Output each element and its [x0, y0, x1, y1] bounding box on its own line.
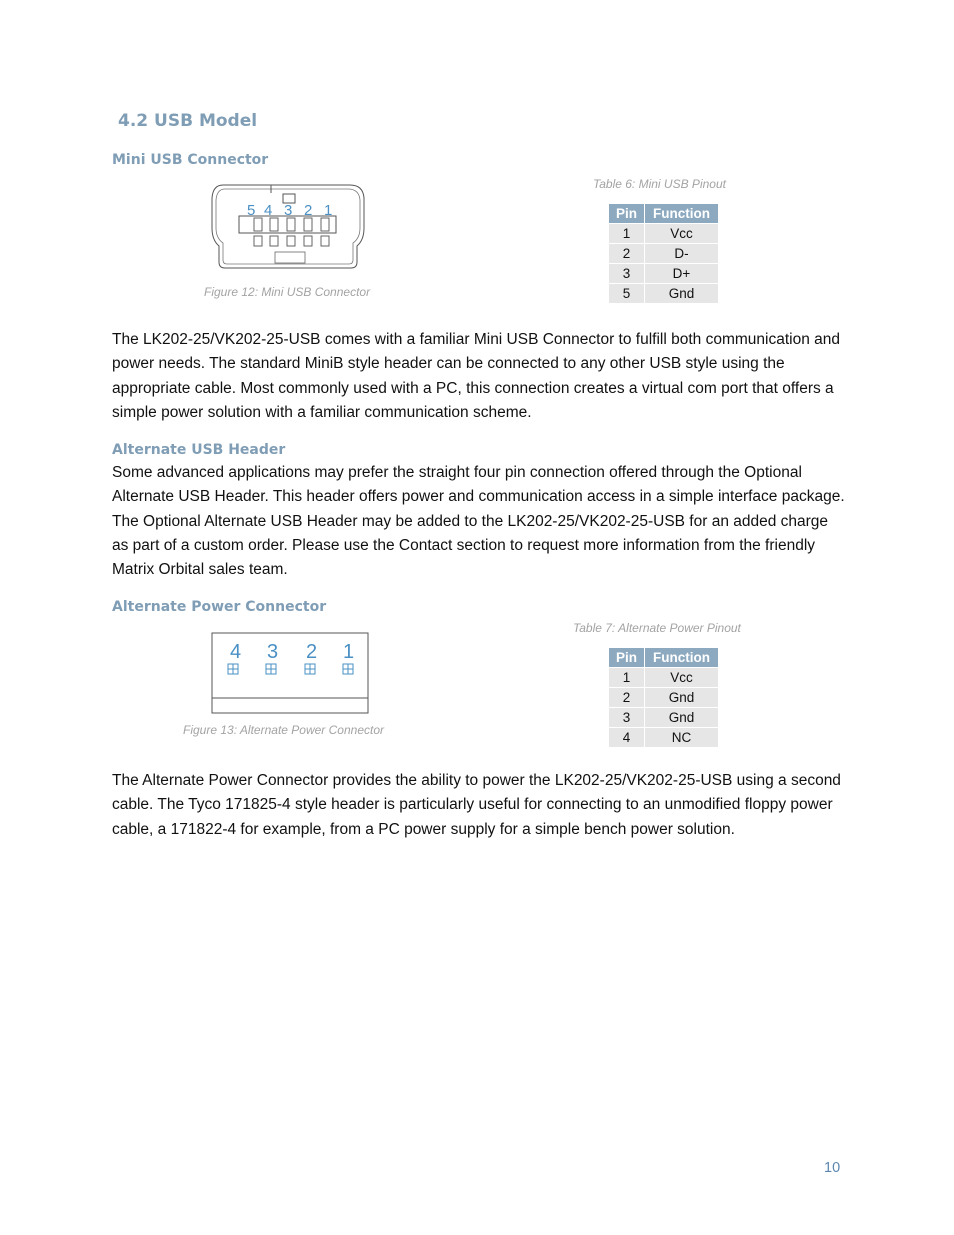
pin-cell: 4 [609, 728, 645, 748]
table-row [609, 688, 719, 708]
column-header-function: Function [645, 648, 719, 668]
figure-12-caption: Figure 12: Mini USB Connector [204, 285, 371, 299]
figure-13-caption: Figure 13: Alternate Power Connector [183, 723, 384, 737]
column-header-pin: Pin [609, 204, 645, 224]
alt-power-pinout-table [608, 647, 719, 748]
mini-usb-pin-label: 3 [284, 202, 293, 219]
table-6-caption: Table 6: Mini USB Pinout [593, 177, 726, 191]
table-row [609, 264, 719, 284]
table-row [609, 284, 719, 304]
mini-usb-pinout-table [608, 203, 719, 304]
pin-cell: 3 [609, 264, 645, 284]
paragraph-text: The Alternate Power Connector provides the ability to power the LK202-25/VK202-25-USB using a second cable. The Tyco 171825-4 style header is particularly useful for connecting to an unmodified floppy power cable, a 171822-4 for example, from a PC power supply for a simple bench power solution. [112, 772, 841, 838]
function-cell: Gnd [645, 708, 719, 728]
power-pin-label: 2 [306, 641, 318, 663]
alt-power-paragraph [112, 769, 848, 842]
column-header-function: Function [645, 204, 719, 224]
function-cell: D+ [645, 264, 719, 284]
pin-cell: 2 [609, 688, 645, 708]
pin-cell: 1 [609, 224, 645, 244]
table-7-caption: Table 7: Alternate Power Pinout [573, 621, 741, 635]
mini-usb-connector-figure [205, 180, 370, 274]
function-cell: D- [645, 244, 719, 264]
alt-power-heading: Alternate Power Connector [112, 599, 327, 615]
mini-usb-paragraph [112, 328, 848, 425]
power-pin-label: 4 [230, 641, 242, 663]
table-row [609, 224, 719, 244]
alt-usb-header-paragraph [112, 461, 848, 582]
paragraph-text: Some advanced applications may prefer the straight four pin connection offered through the Optional Alternate USB Header. This header offers power and communication access in a simple interface package. The Optional Alternate USB Header may be added to the LK202-25/VK202-25-USB for an added charge as part of a custom order. Please use the Contact section to request more information from the friendly Matrix Orbital sales team. [112, 464, 845, 579]
function-cell: Vcc [645, 224, 719, 244]
power-pin-label: 3 [267, 641, 279, 663]
alt-usb-header-heading: Alternate USB Header [112, 442, 286, 458]
function-cell: NC [645, 728, 719, 748]
function-cell: Gnd [645, 688, 719, 708]
pin-cell: 3 [609, 708, 645, 728]
mini-usb-pin-label: 2 [304, 202, 313, 219]
mini-usb-pin-label: 1 [324, 202, 333, 219]
section-title: 4.2 USB Model [118, 111, 258, 131]
paragraph-text: The LK202-25/VK202-25-USB comes with a familiar Mini USB Connector to fulfill both communication and power needs. The standard MiniB style header can be connected to any other USB style using the appropriate cable. Most commonly used with a PC, this connection creates a virtual com port that offers a simple power solution with a familiar communication scheme. [112, 331, 840, 421]
pin-cell: 5 [609, 284, 645, 304]
column-header-pin: Pin [609, 648, 645, 668]
mini-usb-pin-label: 5 [247, 202, 256, 219]
page-number: 10 [824, 1160, 841, 1176]
table-row [609, 728, 719, 748]
table-row [609, 708, 719, 728]
pin-cell: 2 [609, 244, 645, 264]
mini-usb-heading: Mini USB Connector [112, 152, 269, 168]
pin-cell: 1 [609, 668, 645, 688]
table-row [609, 244, 719, 264]
table-row [609, 668, 719, 688]
function-cell: Vcc [645, 668, 719, 688]
table-header-row [609, 204, 719, 224]
mini-usb-pin-label: 4 [264, 202, 273, 219]
alt-power-connector-figure [211, 632, 370, 714]
function-cell: Gnd [645, 284, 719, 304]
power-pin-label: 1 [343, 641, 355, 663]
table-header-row [609, 648, 719, 668]
